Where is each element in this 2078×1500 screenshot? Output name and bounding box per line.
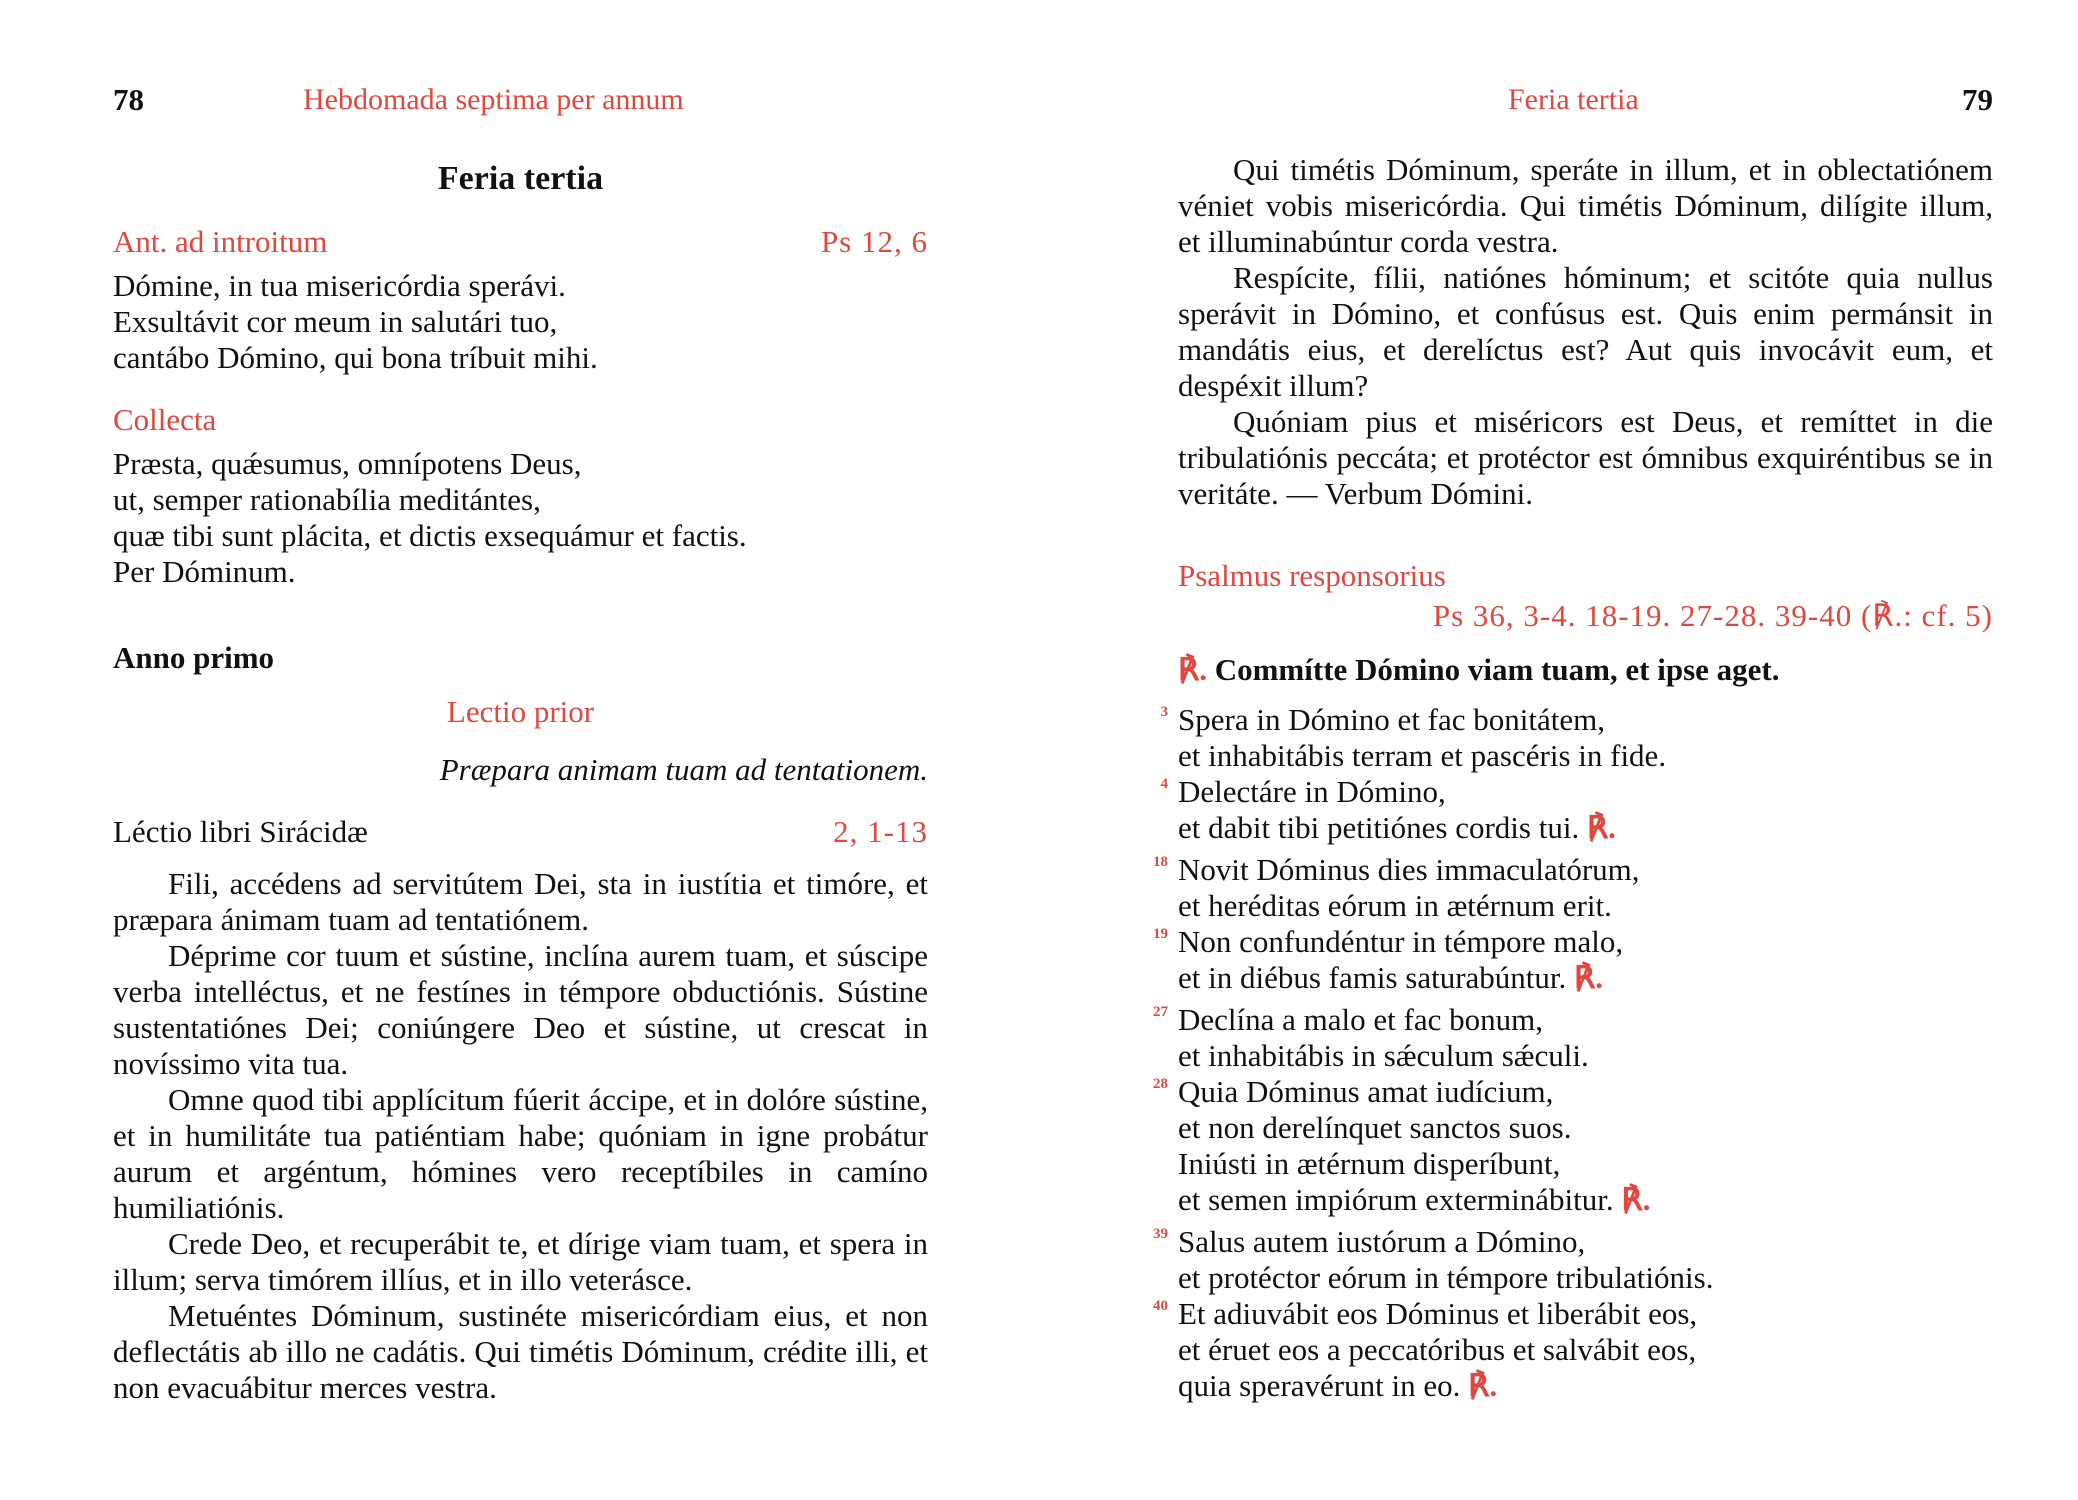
- verse-line: quia speravérunt in eo.: [1178, 1368, 1461, 1403]
- reading-summary: Præpara animam tuam ad tentationem.: [439, 752, 928, 787]
- left-page: [113, 0, 928, 1500]
- reading-paragraph: Respícite, fílii, natiónes hóminum; et scitóte quia nullus sperávit in Dómino, et confúsus est. Quis enim permánsit in mandátis eius, et derelíctus est? Aut quis invocávit eum, et despéxit illum?: [1178, 260, 1993, 403]
- page-number-left: 78: [113, 82, 144, 117]
- introit-heading: Ant. ad introitum: [113, 224, 328, 259]
- response-marker: ℟.: [1468, 1368, 1498, 1403]
- introit-text: [113, 268, 928, 376]
- reading-paragraph: Qui timétis Dóminum, speráte in illum, et in oblectatiónem véniet vobis misericórdia. Qui timétis Dóminum, dilígite illum, et illuminabúntur corda vestra.: [1178, 152, 1993, 259]
- day-title: Feria tertia: [437, 160, 604, 197]
- reading-reference: 2, 1-13: [833, 814, 928, 849]
- collect-text: [113, 446, 928, 590]
- verse-line: et éruet eos a peccatóribus et salvábit eos,: [1178, 1332, 1697, 1367]
- verse-line: Spera in Dómino et fac bonitátem,: [1178, 702, 1605, 737]
- verse-line: et semen impiórum exterminábitur.: [1178, 1182, 1614, 1217]
- verse-line: et inhabitábis terram et pascéris in fide.: [1178, 738, 1667, 773]
- verse-line: Quia Dóminus amat iudícium,: [1178, 1074, 1554, 1109]
- verse-number: 19: [1153, 926, 1168, 942]
- response-marker: ℟.: [1621, 1182, 1651, 1217]
- psalm-verse: [1153, 1296, 1978, 1404]
- verse-line: et heréditas eórum in ætérnum erit.: [1178, 888, 1612, 923]
- collect-line: ut, semper rationabília meditántes,: [113, 482, 541, 517]
- reading-paragraph: Fili, accédens ad servitútem Dei, sta in iustítia et timóre, et præpara ánimam tuam ad tentatiónem.: [113, 866, 928, 937]
- reading-continued: [1178, 152, 1993, 512]
- running-head-left: Hebdomada septima per annum: [303, 83, 684, 116]
- verse-line: Non confundéntur in témpore malo,: [1178, 924, 1624, 959]
- reading-heading: Lectio prior: [446, 694, 595, 729]
- introit-line: Exsultávit cor meum in salutári tuo,: [113, 304, 558, 339]
- response-symbol: ℟.: [1178, 652, 1207, 687]
- page-number-right: 79: [1962, 82, 1993, 117]
- verse-number: 28: [1153, 1076, 1168, 1092]
- reading-paragraph: Crede Deo, et recuperábit te, et dírige viam tuam, et spera in illum; serva timórem illíus, et in illo veterásce.: [113, 1226, 928, 1297]
- psalm-verse: [1160, 774, 1978, 846]
- reading-paragraph: Metuéntes Dóminum, sustinéte misericórdiam eius, et non deflectátis ab illo ne cadátis. Qui timétis Dóminum, crédite illi, et non evacuábitur merces vestra.: [113, 1298, 928, 1405]
- verse-line: Et adiuvábit eos Dóminus et liberábit eos,: [1178, 1296, 1698, 1331]
- verse-line: Iniústi in ætérnum disperíbunt,: [1178, 1146, 1561, 1181]
- reading-paragraph: Déprime cor tuum et sústine, inclína aurem tuam, et súscipe verba intelléctus, et ne festínes in témpore obductiónis. Sústine sustentatiónes Dei; coniúngere Deo et sústine, ut crescat in novíssimo vita tua.: [113, 938, 928, 1081]
- response-marker: ℟.: [1574, 960, 1604, 995]
- collect-line: Per Dóminum.: [113, 554, 296, 589]
- psalm-verses: [1153, 702, 1993, 1422]
- verse-number: 18: [1153, 854, 1168, 870]
- verse-line: Delectáre in Dómino,: [1178, 774, 1446, 809]
- running-head-right: Feria tertia: [1508, 83, 1639, 116]
- reading-paragraph: Omne quod tibi applícitum fúerit áccipe, et in dolóre sústine, et in humilitáte tua patiéntiam habe; quóniam in igne probátur aurum et argéntum, hómines vero receptíbiles in camíno humiliatiónis.: [113, 1082, 928, 1225]
- verse-line: et non derelínquet sanctos suos.: [1178, 1110, 1572, 1145]
- psalm-verse: [1153, 852, 1978, 924]
- psalm-reference: Ps 36, 3-4. 18-19. 27-28. 39-40 (℟.: cf. 5): [1432, 598, 1993, 633]
- verse-line: Novit Dóminus dies immaculatórum,: [1178, 852, 1640, 887]
- psalm-verse: [1153, 1074, 1978, 1218]
- collect-line: Præsta, quǽsumus, omnípotens Deus,: [113, 446, 582, 481]
- psalm-heading: Psalmus responsorius: [1178, 558, 1446, 593]
- verse-line: et dabit tibi petitiónes cordis tui.: [1178, 810, 1580, 845]
- introit-line: Dómine, in tua misericórdia sperávi.: [113, 268, 566, 303]
- verse-number: 3: [1160, 704, 1168, 720]
- psalm-response: [1178, 652, 1993, 688]
- right-page: [1153, 0, 1993, 1500]
- verse-number: 40: [1153, 1298, 1168, 1314]
- reading-paragraph: Quóniam pius et miséricors est Deus, et remíttet in die tribulatiónis peccáta; et protéctor est ómnibus exquiréntibus se in veritáte. — Verbum Dómini.: [1178, 404, 1993, 511]
- verse-line: Declína a malo et fac bonum,: [1178, 1002, 1543, 1037]
- verse-number: 4: [1160, 776, 1168, 792]
- psalm-verse: [1153, 1002, 1978, 1074]
- psalm-verse: [1153, 924, 1978, 996]
- verse-line: et protéctor eórum in témpore tribulatiónis.: [1178, 1260, 1714, 1295]
- year-label: Anno primo: [113, 640, 275, 675]
- verse-line: et in diébus famis saturabúntur.: [1178, 960, 1567, 995]
- reading-body: [113, 866, 928, 1406]
- reading-source: Léctio libri Sirácidæ: [113, 814, 368, 849]
- introit-line: cantábo Dómino, qui bona tríbuit mihi.: [113, 340, 598, 375]
- verse-number: 39: [1153, 1226, 1168, 1242]
- response-marker: ℟.: [1586, 810, 1616, 845]
- verse-line: et inhabitábis in sǽculum sǽculi.: [1178, 1038, 1589, 1073]
- introit-reference: Ps 12, 6: [820, 224, 928, 259]
- collect-heading: Collecta: [113, 402, 217, 437]
- psalm-verse: [1160, 702, 1978, 774]
- psalm-verse: [1153, 1224, 1978, 1296]
- verse-line: Salus autem iustórum a Dómino,: [1178, 1224, 1586, 1259]
- verse-number: 27: [1153, 1004, 1168, 1020]
- collect-line: quæ tibi sunt plácita, et dictis exsequámur et factis.: [113, 518, 747, 553]
- response-text: Commítte Dómino viam tuam, et ipse aget.: [1206, 652, 1780, 687]
